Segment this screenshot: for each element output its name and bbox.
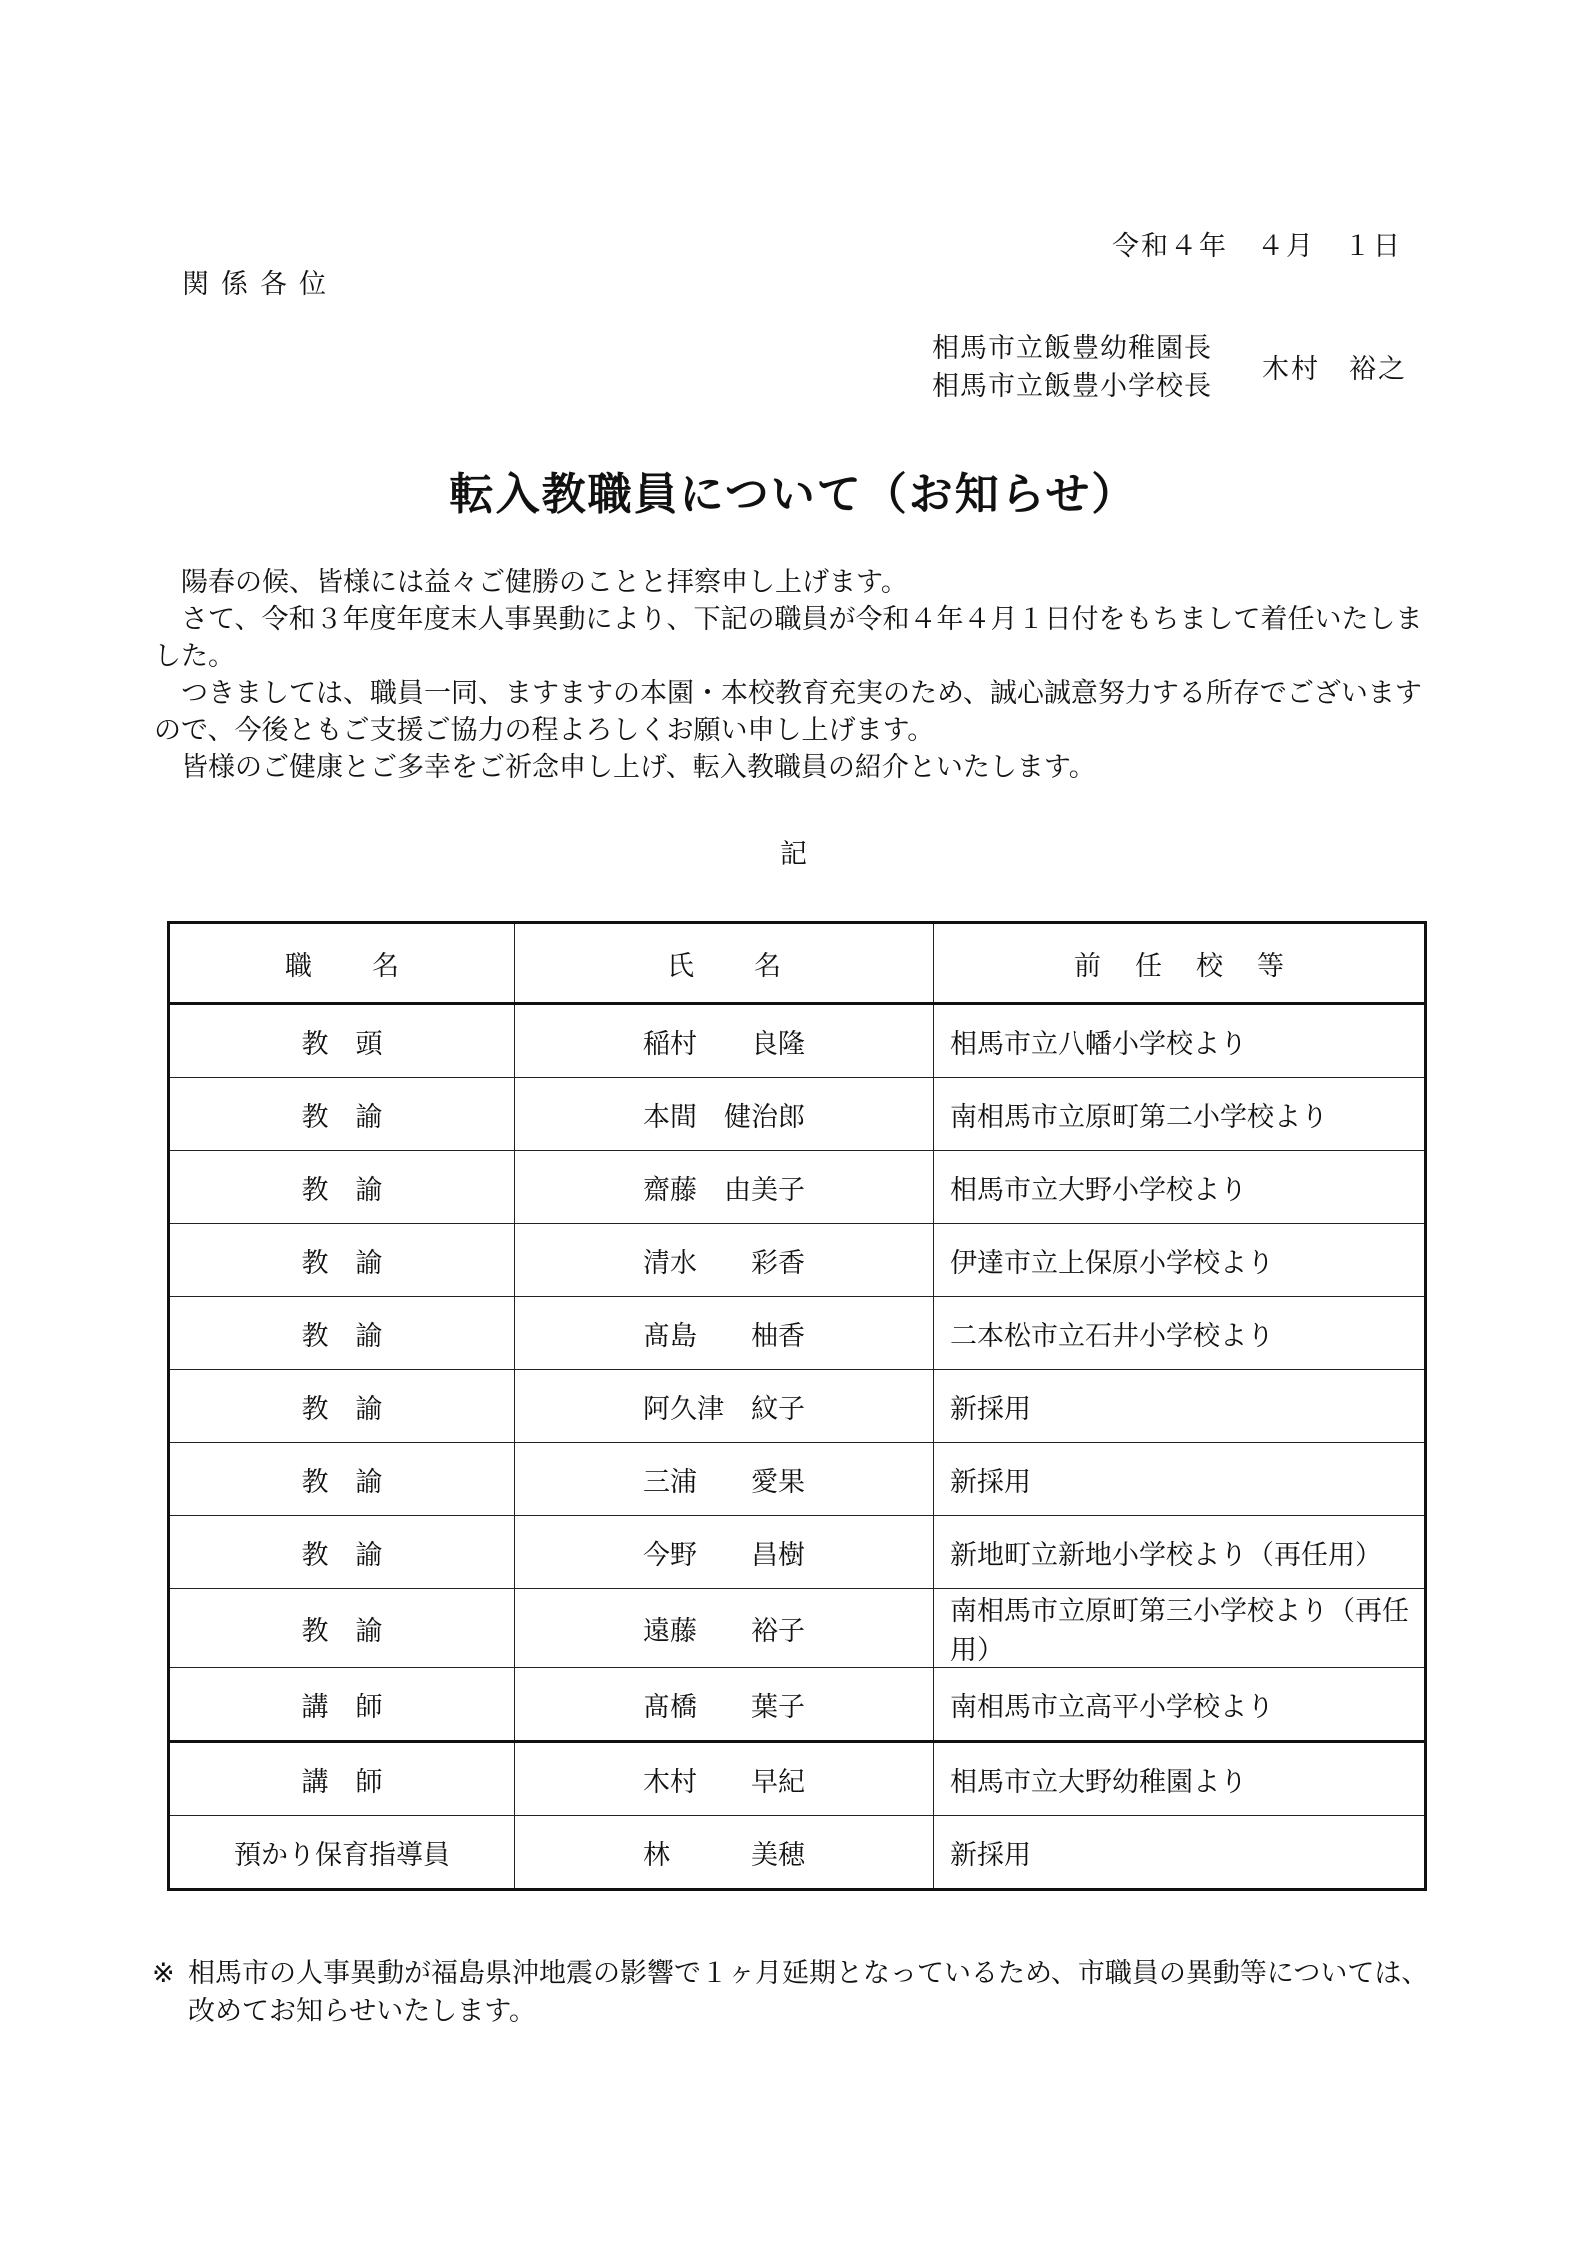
footnote: [152, 1955, 1442, 2031]
name-cell: 林 美穂: [515, 1816, 934, 1890]
position-cell: 預かり保育指導員: [169, 1816, 515, 1890]
name-cell: 本間 健治郎: [515, 1078, 934, 1151]
page-title: 転入教職員について（お知らせ）: [449, 469, 1138, 520]
position-cell: 教 諭: [169, 1589, 515, 1668]
table-header-row: [169, 923, 1426, 1004]
document-date: 令和４年 ４月 １日: [1112, 231, 1402, 262]
previous-cell: 新地町立新地小学校より（再任用）: [934, 1516, 1426, 1589]
position-cell: 教 諭: [169, 1151, 515, 1224]
position-cell: 講 師: [169, 1668, 515, 1742]
sender-title-school: 相馬市立飯豊小学校長: [932, 371, 1212, 402]
header-name: 氏名: [515, 923, 934, 1004]
position-cell: 教 諭: [169, 1297, 515, 1370]
header-position: 職名: [169, 923, 515, 1004]
table-row: [169, 1078, 1426, 1151]
body-paragraph: 陽春の候、皆様には益々ご健勝のことと拝察申し上げます。: [154, 567, 908, 598]
sender-title-kindergarten: 相馬市立飯豊幼稚園長: [932, 333, 1212, 364]
position-cell: 教 頭: [169, 1004, 515, 1078]
table-row: [169, 1668, 1426, 1742]
table-row: [169, 1443, 1426, 1516]
previous-cell: 相馬市立大野小学校より: [934, 1151, 1426, 1224]
table-row: [169, 1004, 1426, 1078]
table-row: [169, 1151, 1426, 1224]
body-paragraph: 皆様のご健康とご多幸をご祈念申し上げ、転入教職員の紹介といたします。: [154, 752, 1096, 783]
position-cell: 講 師: [169, 1742, 515, 1816]
name-cell: 阿久津 紋子: [515, 1370, 934, 1443]
name-cell: 木村 早紀: [515, 1742, 934, 1816]
body-text: [154, 564, 1444, 786]
table-row: [169, 1297, 1426, 1370]
position-cell: 教 諭: [169, 1516, 515, 1589]
position-cell: 教 諭: [169, 1443, 515, 1516]
sender-name: 木村 裕之: [1262, 354, 1407, 385]
staff-table: [167, 921, 1427, 1891]
recipient: 関係各位: [182, 269, 338, 300]
position-cell: 教 諭: [169, 1370, 515, 1443]
table-row: [169, 1516, 1426, 1589]
previous-cell: 南相馬市立原町第二小学校より: [934, 1078, 1426, 1151]
name-cell: 遠藤 裕子: [515, 1589, 934, 1668]
sender-titles: [932, 330, 1212, 406]
previous-cell: 新採用: [934, 1816, 1426, 1890]
previous-cell: 新採用: [934, 1370, 1426, 1443]
previous-cell: 南相馬市立高平小学校より: [934, 1668, 1426, 1742]
body-paragraph: さて、令和３年度年度末人事異動により、下記の職員が令和４年４月１日付をもちまして着任いたしました。: [154, 604, 1423, 672]
previous-cell: 相馬市立八幡小学校より: [934, 1004, 1426, 1078]
previous-cell: 南相馬市立原町第三小学校より（再任用）: [934, 1589, 1426, 1668]
name-cell: 髙島 柚香: [515, 1297, 934, 1370]
note-mark: ※: [152, 1958, 175, 1989]
body-paragraph: つきましては、職員一同、ますますの本園・本校教育充実のため、誠心誠意努力する所存でございますので、今後ともご支援ご協力の程よろしくお願い申し上げます。: [154, 678, 1422, 746]
previous-cell: 新採用: [934, 1443, 1426, 1516]
name-cell: 三浦 愛果: [515, 1443, 934, 1516]
table-row: [169, 1816, 1426, 1890]
previous-cell: 相馬市立大野幼稚園より: [934, 1742, 1426, 1816]
name-cell: 稲村 良隆: [515, 1004, 934, 1078]
name-cell: 齋藤 由美子: [515, 1151, 934, 1224]
table-row: [169, 1589, 1426, 1668]
header-previous: 前任校等: [934, 923, 1426, 1004]
ki-heading: 記: [780, 839, 807, 870]
previous-cell: 二本松市立石井小学校より: [934, 1297, 1426, 1370]
table-row: [169, 1742, 1426, 1816]
position-cell: 教 諭: [169, 1224, 515, 1297]
name-cell: 清水 彩香: [515, 1224, 934, 1297]
previous-cell: 伊達市立上保原小学校より: [934, 1224, 1426, 1297]
position-cell: 教 諭: [169, 1078, 515, 1151]
table-row: [169, 1224, 1426, 1297]
table-row: [169, 1370, 1426, 1443]
note-text: 相馬市の人事異動が福島県沖地震の影響で１ヶ月延期となっているため、市職員の異動等については、改めてお知らせいたします。: [188, 1958, 1429, 2027]
name-cell: 髙橋 葉子: [515, 1668, 934, 1742]
name-cell: 今野 昌樹: [515, 1516, 934, 1589]
